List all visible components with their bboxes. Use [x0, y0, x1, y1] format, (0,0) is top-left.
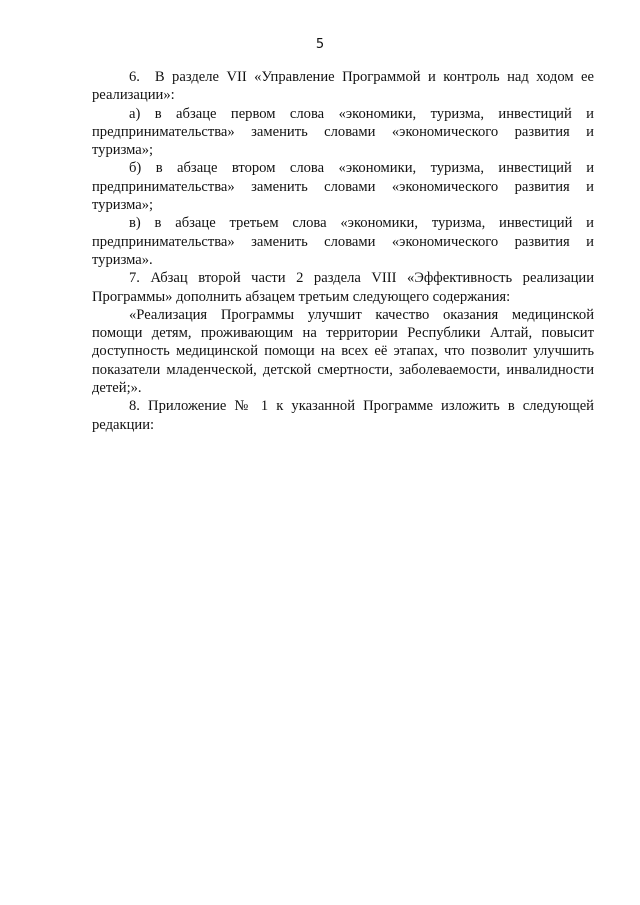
paragraph-6c: в) в абзаце третьем слова «экономики, туризма, инвестиций и предпринимательства» заменить словами «экономического развития и туризма». — [92, 215, 594, 268]
paragraph-section-8: 8. Приложение № 1 к указанной Программе изложить в следующей редакции: — [92, 398, 594, 433]
document-body — [92, 68, 594, 434]
paragraph-6b: б) в абзаце втором слова «экономики, туризма, инвестиций и предпринимательства» заменить словами «экономического развития и туризма»; — [92, 160, 594, 214]
paragraph-6a: а) в абзаце первом слова «экономики, туризма, инвестиций и предпринимательства» заменить словами «экономического развития и туризма»; — [92, 105, 594, 159]
paragraph-section-7: 7. Абзац второй части 2 раздела VIII «Эффективность реализации Программы» дополнить абзацем третьим следующего содержания: — [92, 270, 594, 305]
paragraph-7-quote: «Реализация Программы улучшит качество оказания медицинской помощи детям, проживающим на территории Республики Алтай, повысит доступность медицинской помощи на всех её этапах, что позволит улучшить показатели младенческой, детской смертности, заболеваемости, инвалидности детей;». — [92, 306, 594, 397]
page-number: 5 — [315, 37, 325, 52]
paragraph-section-6: 6. В разделе VII «Управление Программой и контроль над ходом ее реализации»: — [92, 69, 594, 104]
